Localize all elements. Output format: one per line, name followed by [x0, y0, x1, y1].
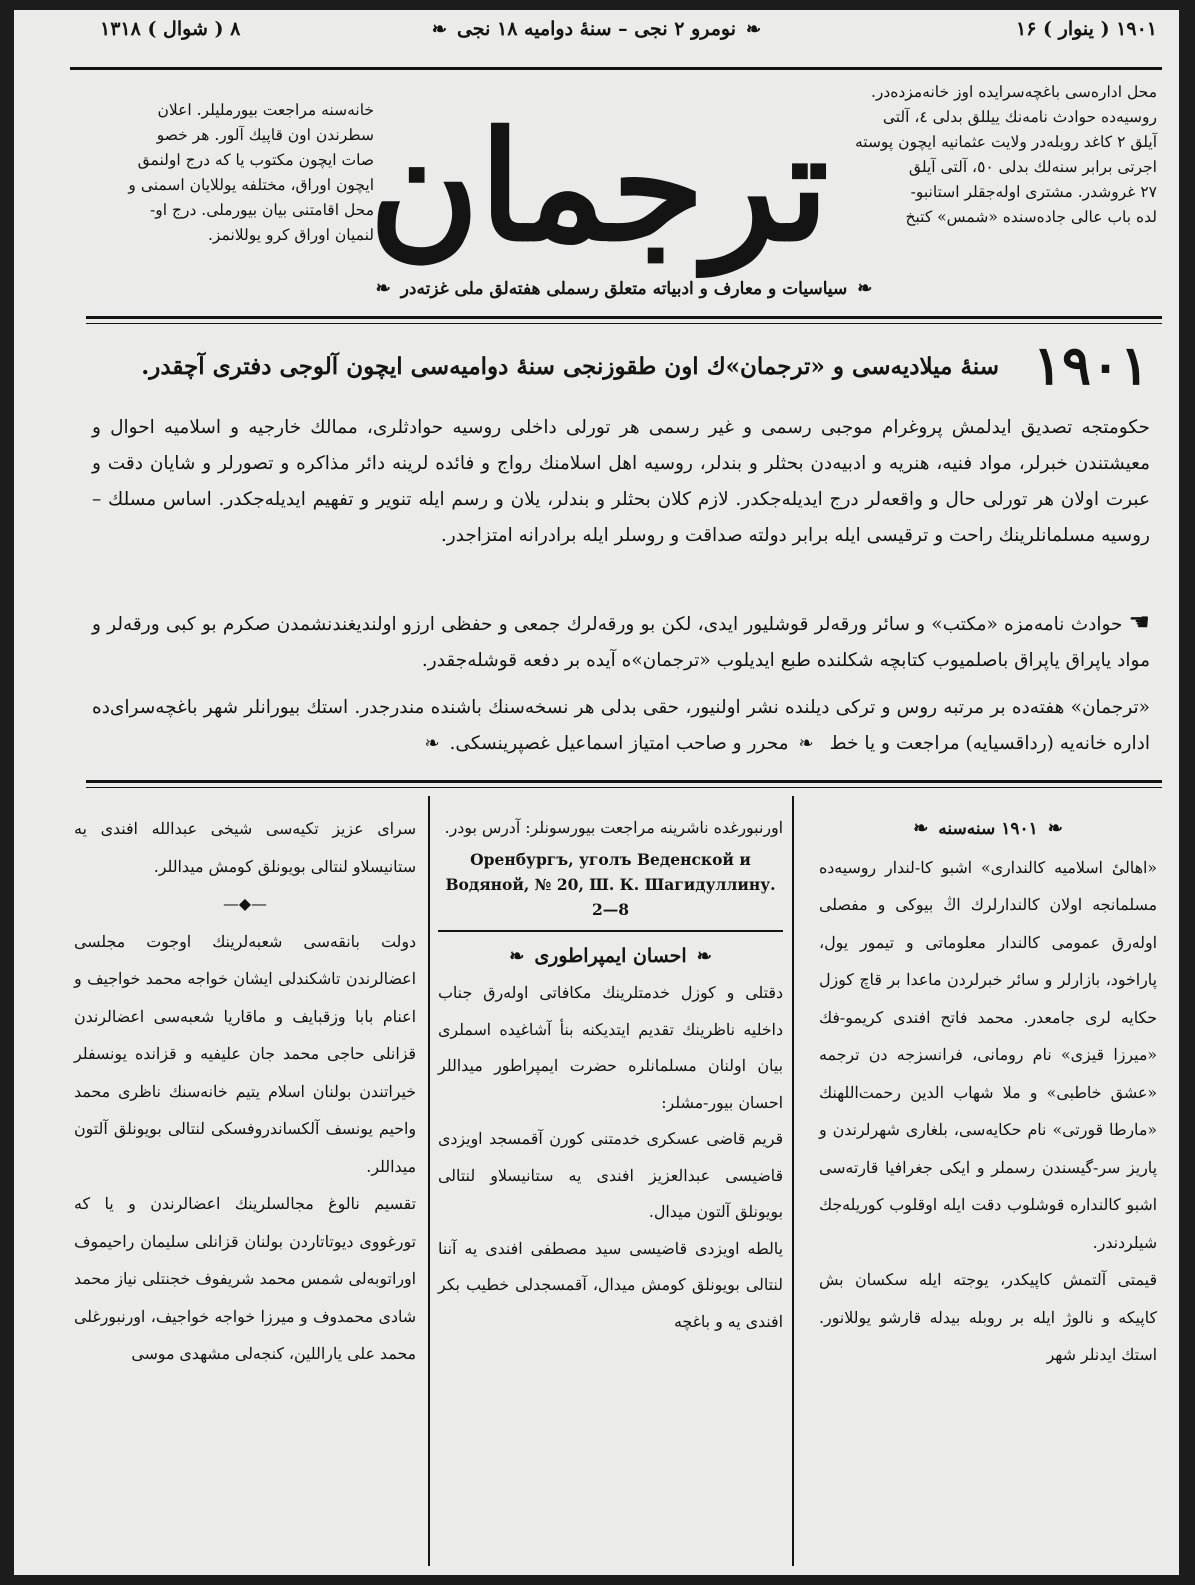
subscription-text: «ترجمان» هفته‌ده بر مرتبه روس و ترکی دیلنده نشر اولنیور، حقی بدلی هر نسخه‌سنك باشنده مندرجدر. استك بیورانلر شهر باغچه‌سرای‌ده اداره خانه‌یه (رداقسیایه) مراجعت و یا خط [92, 697, 1150, 754]
ornament-icon: ❧ [431, 19, 447, 40]
awards-paragraph: سرای عزیز تکیه‌سی شیخی عبدالله افندی یه ستانیسلاو لنتالی بویونلق کومش میداللر. [74, 819, 416, 876]
masthead-subtitle [314, 278, 934, 299]
ornament-icon: ❧ [375, 278, 391, 299]
info-line: روسیه‌ده حوادث نامه‌نك ییللق بدلی ٤، آلتی [882, 108, 1157, 126]
info-line: ایچون اوراق، مختلفه یوللایان اسمنی و [128, 176, 374, 194]
ornament-icon: ❧ [746, 19, 762, 40]
column-divider [792, 796, 794, 1566]
announcement-heading: سنهٔ میلادیه‌سی و «ترجمان»‌ك اون طقوزنجی سنهٔ دوامیه‌سی ایچون آلوجی دفتری آچقدر. [141, 353, 999, 380]
info-line: سطرندن اون قاپیك آلور. هر خصو [156, 126, 374, 144]
announcement-paragraph: حکومتجه تصدیق ایدلمش پروغرام موجبی رسمی و غیر رسمی هر تورلی داخلی روسیه حوادثلری، ممالك خارجیه و اسلامیه احوال و معیشتندن خبرلر، مواد فنیه، هنریه و ادبیه‌دن بحثلر و بندلر، روسیه اهل اسلامنك رواج و فائده لرینه دائر مذاکره و تصورلر و شایان دقت و عبرت اولان هر تورلی حال و واقعه‌لر درج ایدیله‌جکدر. لازم کلان بحثلر و بندلر، یلان و رسم ایله تنویر و تفهیم ایدیله‌جکدر. اساس مسلك – روسیه مسلمانلرینك راحت و ترقیسی ایله برابر دولته صداقت و روسلر ایله برادرانه امتزاجدر. [92, 417, 1150, 546]
info-line: محل ادارەسی باغچه‌سرایده اوز خانه‌مزده‌در. [870, 83, 1157, 101]
calendar-column [819, 810, 1157, 1374]
ornament-icon: ❧ [424, 733, 440, 754]
ornament-icon: ❧ [857, 278, 873, 299]
newspaper-page [14, 10, 1179, 1575]
awards-paragraph: یالطه اویزدی قاضیسی سید مصطفی افندی یه آننا لنتالی بویونلق کومش میدال، آقمسجدلی خطیب بکر افندی یه و باغچه [438, 1238, 783, 1331]
info-line: لنمیان اوراق کرو یوللانمز. [208, 226, 374, 244]
awards-paragraph: دقتلی و کوزل خدمتلرینك مکافاتی اوله‌رق جناب داخلیه ناظرینك تقدیم ایتدیکنه بنأ آشاغیده اسملری بیان اولنان مسلمانلره حضرت ایمپراطور میداللر احسان بیور-مشلر: [438, 983, 783, 1112]
masthead-title: ترجمان [369, 99, 829, 275]
info-line: لده باب عالی جاده‌سنده «شمس» کتبخ [905, 208, 1157, 226]
publisher-notice: اورنبورغده ناشرینه مراجعت بیورسونلر: آدرس بودر. [444, 818, 783, 837]
calendar-price-paragraph: قیمتی آلتمش کاپیکدر، یوجته ایله سکسان بش کاپیکه و نالوژ ایله بر روبله بیدله قارشو یوللانور. استك ایدنلر شهر [819, 1270, 1157, 1364]
awards-paragraph: دولت بانقه‌سی شعبه‌لرینك اوجوت مجلسی اعضالرندن تاشکندلی ایشان خواجه محمد خواجیف و اعنام بابا وزقبایف و ماقاریا شعبه‌سی اعضالرندن قزانلی حاجی محمد جان علیفیه و قزانده یونسفلر خیراتندن بولنان اسلام یتیم خانه‌سنك ناظری محمد واحیم یونسف آلکساندروفسکی لنتالی بویونلق آلتون میداللر. [74, 931, 416, 1176]
supplement-paragraph [92, 604, 1150, 679]
announcement-year: ۱۹۰۱ [1032, 333, 1149, 397]
awards-paragraph: قریم قاضی عسکری خدمتنی کورن آقمسجد اویزدی قاضیسی عبدالعزیز افندی یه ستانیسلاو لنتالی بویونلق آلتون میدال. [438, 1129, 783, 1221]
info-line: خانه‌سنه مراجعت بیورملیلر. اعلان [157, 101, 374, 119]
ornament-icon: ❧ [1047, 818, 1063, 839]
info-line: آیلق ۲ کاغد روبله‌در ولایت عثمانیه ایچون پوسته [854, 133, 1157, 151]
russian-address: Оренбургъ, уголъ Веденской и Водяной, № 20, Ш. К. Шагидуллину. 2—8 [445, 849, 776, 919]
info-line: محل اقامتنی بیان بیورملی. درج او- [150, 201, 374, 219]
subscription-paragraph [92, 690, 1150, 762]
info-line: اجرتی برابر سنه‌لك بدلی ٥٠، آلتی آیلق [908, 158, 1157, 176]
info-line: صات ایچون مکتوب یا که درج اولنمق [137, 151, 374, 169]
issue-number [404, 18, 789, 40]
awards-paragraph: تقسیم نالوغ مجالسلرینك اعضالرندن و یا که تورغووی دیوتاتاردن بولنان قزانلی سلیمان راحیموف اوراتوبه‌لی شمس محمد شریفوف خجنتلی نیاز محمد شادی محمدوف و میرزا خواجه خواجیف، اورنبورغلی محمد علی یاراللین، کنجه‌لی مشهدی موسی [74, 1194, 416, 1363]
calendar-heading-text: ۱۹۰۱ سنه‌سنه [938, 819, 1038, 839]
calendar-heading [819, 810, 1157, 849]
rule [438, 930, 783, 932]
info-line: ۲۷ غروشدر. مشتری اوله‌جقلر استانبو- [910, 183, 1157, 201]
rule [86, 323, 1162, 324]
separator-icon: —◆— [223, 894, 267, 913]
imperial-awards-heading [438, 938, 783, 976]
date-hijri: ۸ ( شوال ) ۱۳۱۸ [100, 18, 241, 40]
subscription-info [805, 80, 1157, 230]
rule [86, 780, 1162, 783]
issue-number-text: نومرو ۲ نجی – سنهٔ دوامیه ۱۸ نجی [456, 18, 737, 40]
left-column [74, 810, 416, 1373]
column-divider [428, 796, 430, 1566]
rule [86, 787, 1162, 788]
top-rule [70, 67, 1162, 70]
ornament-icon: ❧ [696, 945, 712, 967]
middle-column [438, 810, 783, 1340]
ornament-icon: ❧ [913, 818, 929, 839]
announcement-header [89, 335, 1149, 405]
pointing-hand-icon: ☚ [1128, 608, 1150, 636]
subtitle-text: سیاسیات و معارف و ادبیاته متعلق رسملی هفته‌لق ملی غزته‌در [400, 279, 848, 299]
supplement-text: حوادث نامه‌مزه «مکتب» و سائر ورقه‌لر قوشلیور ایدی، لکن بو ورقه‌لرك جمعی و حفظی ارزو اولندیغندنشمدن صکرم بو کبی ورقه‌لر و مواد یاپراق یاپراق باصلمیوب کتابچه شکلنده طبع ایدیلوب «ترجمان»ه آیده بر دفعه قوشله‌جقدر. [92, 614, 1150, 671]
editor-signature: محرر و صاحب امتیاز اسماعیل غصپرینسکی. [449, 733, 789, 754]
imperial-awards-heading-text: احسان ایمپراطوری [534, 944, 687, 967]
advertising-info [74, 98, 374, 248]
date-gregorian: ۱۹۰۱ ( ینوار ) ۱۶ [1016, 18, 1157, 40]
calendar-paragraph: «اهالیٔ اسلامیه کالنداری» اشبو کا-لندار روسیه‌ده مسلمانجه اولان کالندارلرك اڭ بیوکی و مفصلی اوله‌رق عمومی کالندار معلوماتی و تیمور یول، پاراخود، بازارلر و سائر خبرلردن ماعدا بر قاچ کوزل حکایه لری جامعدر. محمد فاتح افندی کریمو-فك «میرزا قیزی» نام رومانی، فرانسزجه دن ترجمه «عشق خاطبی» و ملا شهاب الدین رحمت‌اللهنك «مارطا قورتی» نام حکایه‌سی، بلغاری شهرلرندن و پاریز سر-گیسندن رسملر و ایکی جغرافیا قارته‌سی اشبو کالنداره قوشلوب دقت ایله اوقلوب کوریله‌جك شیلردندر. [819, 857, 1157, 1252]
rule [86, 316, 1162, 319]
ornament-icon: ❧ [798, 733, 814, 754]
ornament-icon: ❧ [509, 945, 525, 967]
